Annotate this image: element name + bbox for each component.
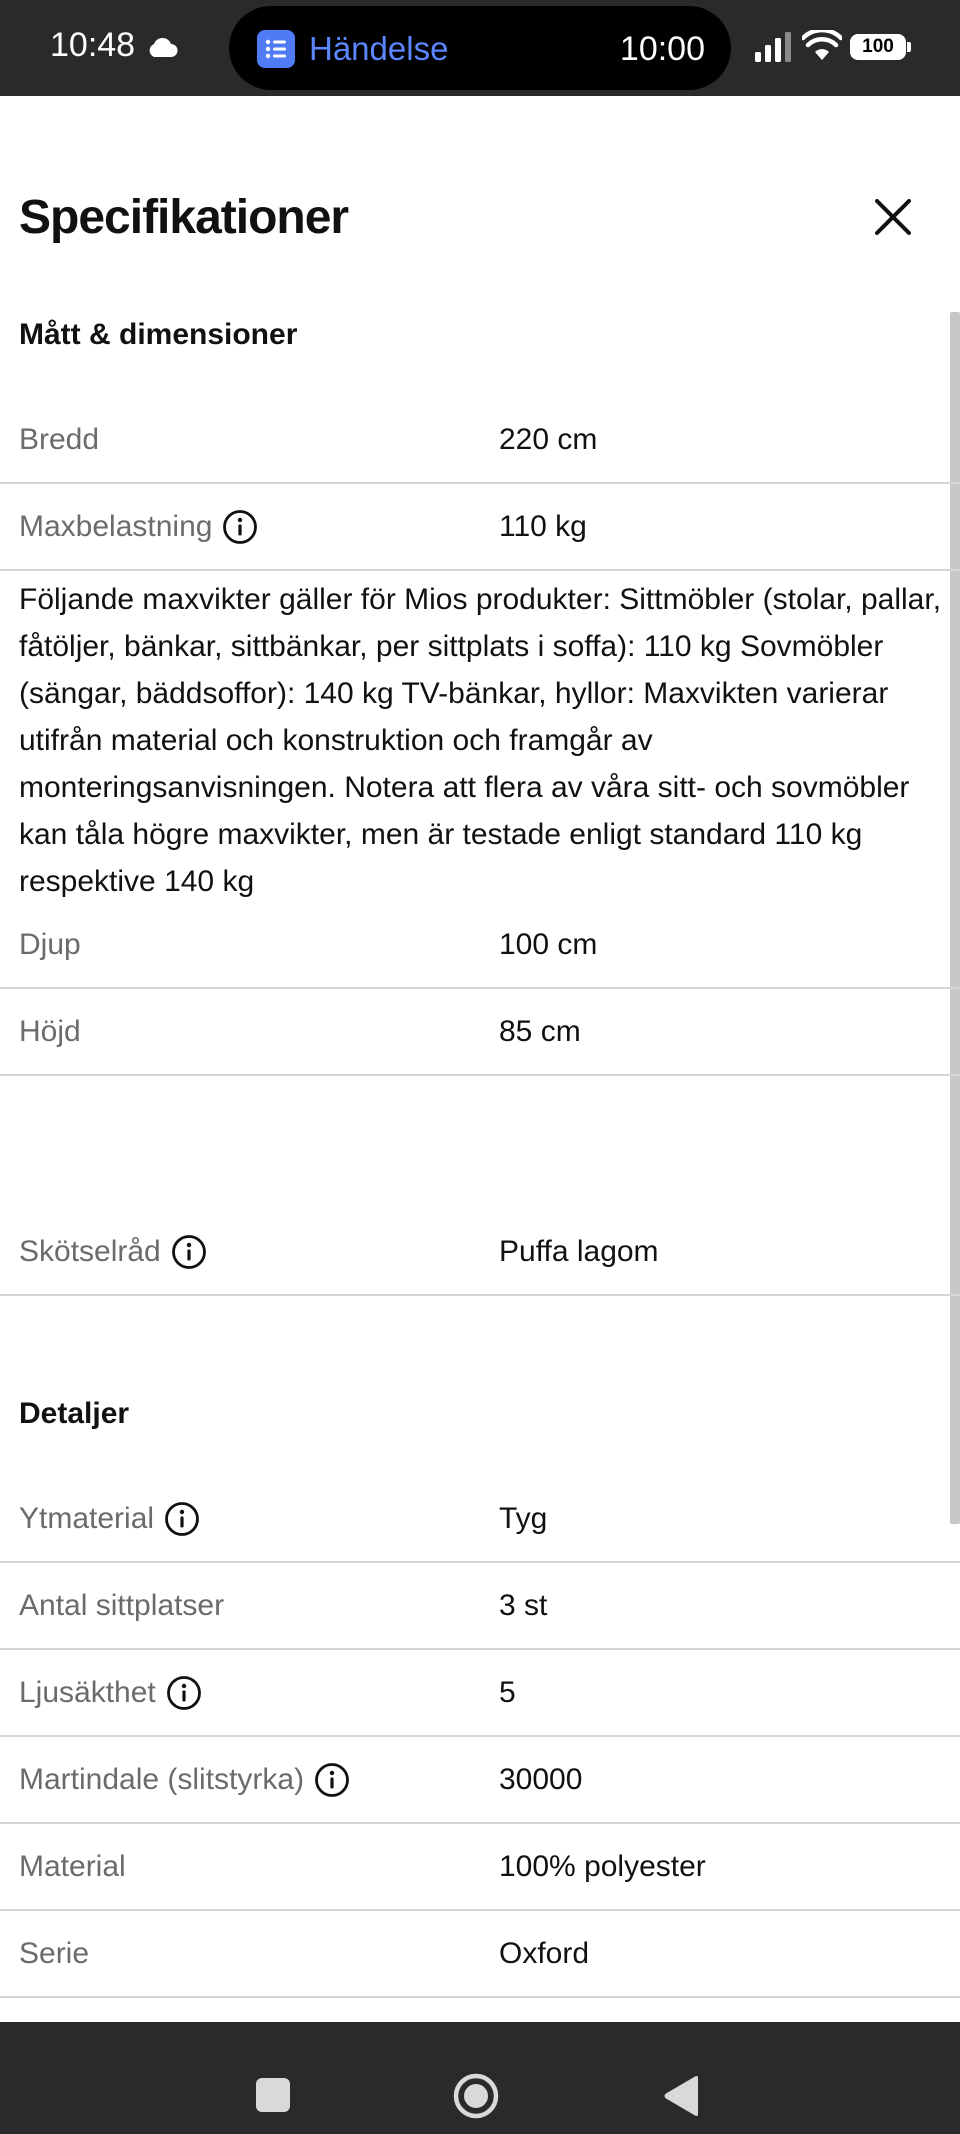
spec-value: Tyg bbox=[499, 1501, 548, 1535]
spec-value: 30000 bbox=[499, 1762, 583, 1796]
spec-label: Ljusäkthet bbox=[19, 1675, 156, 1709]
spec-label-wrap bbox=[19, 1209, 207, 1294]
spec-label: Material bbox=[19, 1849, 126, 1883]
section-heading-dimensions: Mått & dimensioner bbox=[19, 318, 298, 351]
spec-label-wrap bbox=[19, 1650, 202, 1735]
spec-label: Antal sittplatser bbox=[19, 1588, 225, 1622]
spec-label: Ytmaterial bbox=[19, 1501, 155, 1535]
close-button[interactable] bbox=[866, 190, 920, 244]
spec-value: 5 bbox=[499, 1675, 516, 1709]
spec-row-surface-material bbox=[0, 1476, 960, 1563]
spec-label-wrap bbox=[19, 1737, 350, 1822]
spec-row-material bbox=[0, 1824, 960, 1911]
spec-value: 3 st bbox=[499, 1588, 548, 1622]
spec-value: 85 cm bbox=[499, 1014, 581, 1048]
info-circle-icon[interactable] bbox=[171, 1234, 207, 1270]
spec-row-height bbox=[0, 989, 960, 1076]
system-nav-bar bbox=[0, 2022, 960, 2134]
cloud-icon bbox=[146, 36, 178, 58]
island-timer: 10:00 bbox=[619, 30, 705, 68]
spec-value: 220 cm bbox=[499, 422, 598, 456]
spec-value: 100% polyester bbox=[499, 1849, 706, 1883]
spec-label: Bredd bbox=[19, 422, 100, 456]
spec-row-max-load bbox=[0, 484, 960, 571]
island-title: Händelse bbox=[309, 30, 449, 67]
spec-row-care bbox=[0, 1209, 960, 1296]
spec-row-width bbox=[0, 397, 960, 484]
spec-label: Höjd bbox=[19, 1014, 81, 1048]
battery-indicator: 100 bbox=[850, 34, 906, 60]
spec-row-lightfastness bbox=[0, 1650, 960, 1737]
spec-row-series bbox=[0, 1911, 960, 1998]
square-icon[interactable] bbox=[256, 2078, 290, 2112]
status-time: 10:48 bbox=[50, 26, 136, 64]
spec-label: Djup bbox=[19, 927, 81, 961]
info-circle-icon[interactable] bbox=[222, 509, 258, 545]
info-circle-icon[interactable] bbox=[164, 1501, 200, 1537]
info-circle-icon[interactable] bbox=[166, 1675, 202, 1711]
spec-label: Skötselråd bbox=[19, 1234, 161, 1268]
spec-label: Maxbelastning bbox=[19, 509, 213, 543]
list-app-icon bbox=[257, 30, 295, 68]
spec-value: Puffa lagom bbox=[499, 1234, 659, 1268]
spec-label: Serie bbox=[19, 1936, 90, 1970]
status-bar bbox=[0, 0, 960, 96]
section-heading-details: Detaljer bbox=[19, 1397, 130, 1430]
spec-label-wrap bbox=[19, 484, 258, 569]
circle-icon[interactable] bbox=[452, 2072, 500, 2120]
info-circle-icon[interactable] bbox=[314, 1762, 350, 1798]
spec-row-seats bbox=[0, 1563, 960, 1650]
page-title: Specifikationer bbox=[19, 191, 349, 244]
spec-value: 100 cm bbox=[499, 927, 598, 961]
spec-label-wrap bbox=[19, 1476, 200, 1561]
spec-row-depth bbox=[0, 902, 960, 989]
spec-row-martindale bbox=[0, 1737, 960, 1824]
dynamic-island[interactable] bbox=[229, 6, 731, 90]
triangle-back-icon[interactable] bbox=[660, 2074, 702, 2118]
spec-value: 110 kg bbox=[499, 509, 587, 543]
spec-value: Oxford bbox=[499, 1936, 590, 1970]
max-load-info-text: Följande maxvikter gäller för Mios produkter: Sittmöbler (stolar, pallar, fåtöljer, bänkar, sittbänkar, per sittplats i soffa): 110 kg Sovmöbler (sängar, bäddsoffor): 140 kg TV-bänkar, hyllor: Maxvikten varierar utifrån material och konstruktion och framgår av monteringsanvisningen. Notera att flera av våra sitt- och sovmöbler kan tåla högre maxvikter, men är testade enligt standard 110 kg respektive 140 kg bbox=[19, 583, 942, 898]
signal-icon bbox=[755, 32, 791, 62]
wifi-icon bbox=[802, 30, 842, 62]
spec-label: Martindale (slitstyrka) bbox=[19, 1762, 305, 1796]
close-icon bbox=[866, 190, 920, 244]
